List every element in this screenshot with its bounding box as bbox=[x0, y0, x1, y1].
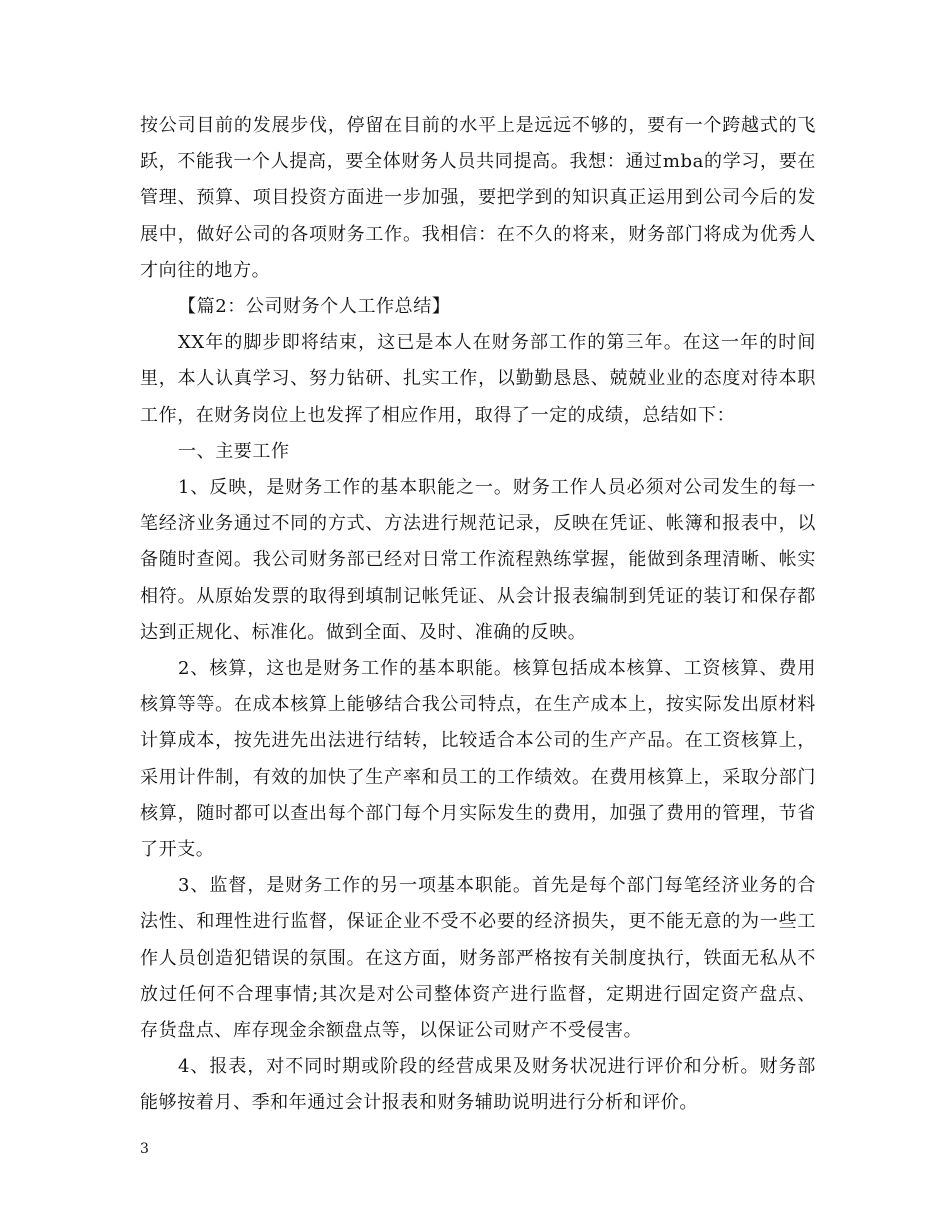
paragraph-intro: XX年的脚步即将结束，这已是本人在财务部工作的第三年。在这一年的时间里，本人认真学习、努力钻研、扎实工作，以勤勤恳恳、兢兢业业的态度对待本职工作，在财务岗位上也发挥了相应作用，取得了一定的成绩，总结如下： bbox=[140, 332, 816, 426]
section-heading-main-work: 一、主要工作 bbox=[178, 440, 290, 462]
page-number: 3 bbox=[140, 1141, 149, 1157]
paragraph-item-1-reflect: 1、反映，是财务工作的基本职能之一。财务工作人员必须对公司发生的每一笔经济业务通过不同的方式、方法进行规范记录，反映在凭证、帐簿和报表中，以备随时查阅。我公司财务部已经对日常工作流程熟练掌握，能做到条理清晰、帐实相符。从原始发票的取得到填制记帐凭证、从会计报表编制到凭证的装订和保存都达到正规化、标准化。做到全面、及时、准确的反映。 bbox=[140, 477, 816, 643]
paragraph-item-3-supervision: 3、监督，是财务工作的另一项基本职能。首先是每个部门每笔经济业务的合法性、和理性进行监督，保证企业不受不必要的经济损失，更不能无意的为一些工作人员创造犯错误的氛围。在这方面，财务部严格按有关制度执行，铁面无私从不放过任何不合理事情;其次是对公司整体资产进行监督，定期进行固定资产盘点、存货盘点、库存现金余额盘点等，以保证公司财产不受侵害。 bbox=[140, 875, 816, 1042]
document-body bbox=[140, 108, 816, 1122]
paragraph-item-4-reports: 4、报表，对不同时期或阶段的经营成果及财务状况进行评价和分析。财务部能够按着月、季和年通过会计报表和财务辅助说明进行分析和评价。 bbox=[140, 1056, 816, 1114]
section-heading-article-2: 【篇2：公司财务个人工作总结】 bbox=[178, 296, 451, 318]
paragraph-item-2-accounting: 2、核算，这也是财务工作的基本职能。核算包括成本核算、工资核算、费用核算等等。在成本核算上能够结合我公司特点，在生产成本上，按实际发出原材料计算成本，按先进先出法进行结转，比较适合本公司的生产产品。在工资核算上，采用计件制，有效的加快了生产率和员工的工作绩效。在费用核算上，采取分部门核算，随时都可以查出每个部门每个月实际发生的费用，加强了费用的管理，节省了开支。 bbox=[140, 658, 816, 861]
paragraph-continuation: 按公司目前的发展步伐，停留在目前的水平上是远远不够的，要有一个跨越式的飞跃，不能我一个人提高，要全体财务人员共同提高。我想：通过mba的学习，要在管理、预算、项目投资方面进一步加强，要把学到的知识真正运用到公司今后的发展中，做好公司的各项财务工作。我相信：在不久的将来，财务部门将成为优秀人才向往的地方。 bbox=[140, 115, 816, 281]
